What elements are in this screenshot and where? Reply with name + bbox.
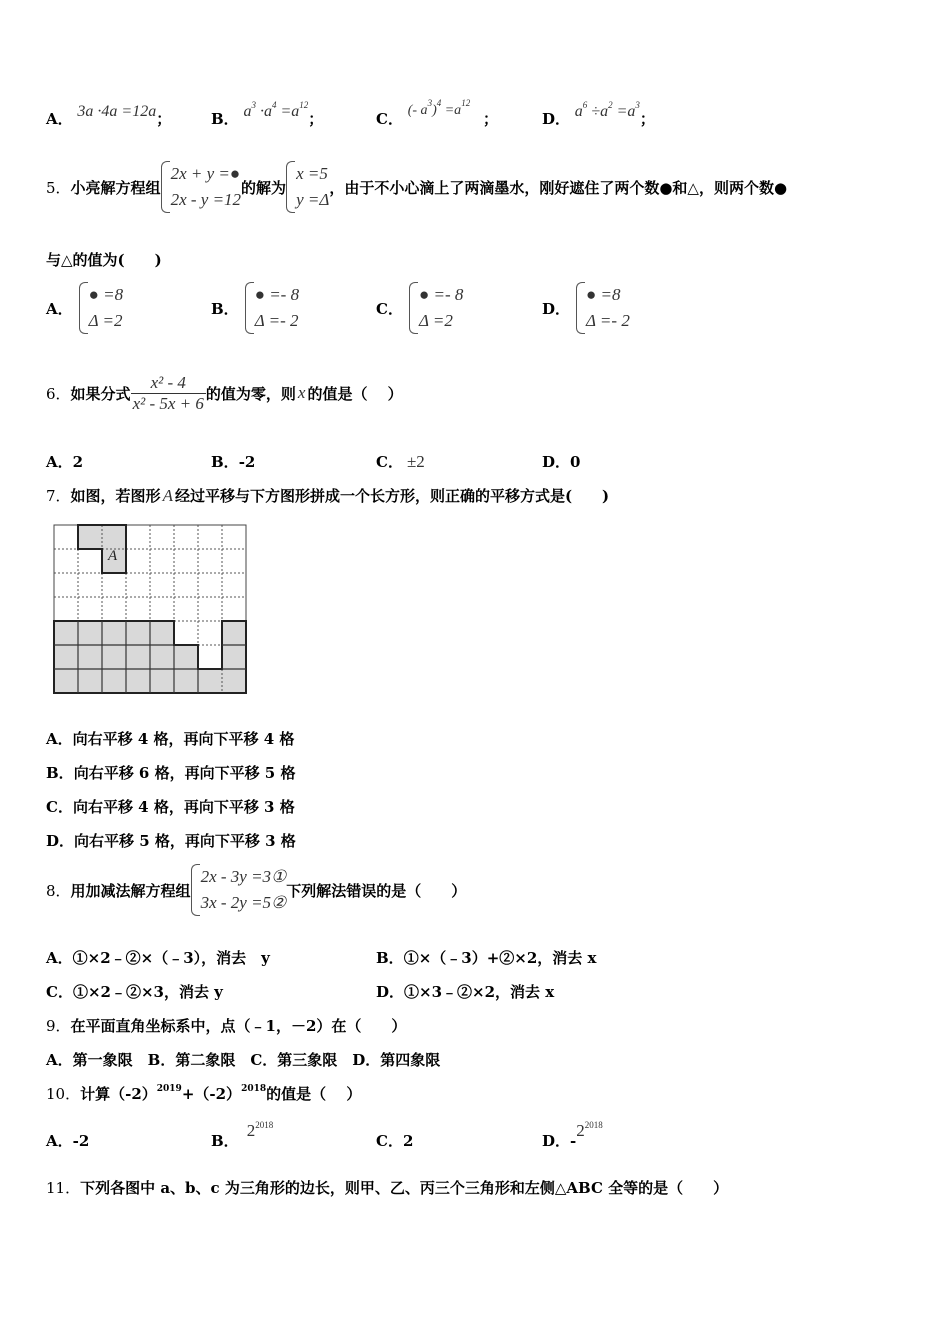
option-label: A． xyxy=(46,110,73,128)
q9-options[interactable]: A．第一象限 B．第二象限 C．第三象限 D．第四象限 xyxy=(46,1051,441,1069)
q8-option-c[interactable]: C．①×2﹣②×3，消去 y xyxy=(46,983,223,1001)
option-system xyxy=(245,282,299,334)
exponent: 2019 xyxy=(156,1084,182,1094)
question-9 xyxy=(46,1015,406,1036)
equation-row: ● =- 8 xyxy=(254,285,300,304)
q10-option-c[interactable]: C．2 xyxy=(376,1132,414,1150)
fraction-denominator: x² - 5x + 6 xyxy=(132,393,204,413)
q8-option-b[interactable]: B．①×（﹣3）+②×2，消去 x xyxy=(376,949,597,967)
equation-row: x =5 xyxy=(296,164,328,183)
question-number: 10． xyxy=(46,1085,81,1103)
q6-option-d[interactable]: D．0 xyxy=(542,453,581,471)
equation-row: 2x + y =● xyxy=(170,164,241,183)
q5-option-b[interactable] xyxy=(211,280,299,336)
question-text: 下列解法错误的是（ ） xyxy=(286,881,467,900)
question-text: 的值为零，则 xyxy=(205,384,296,403)
fraction-numerator: x² - 4 xyxy=(150,372,186,392)
question-text: 与△的值为( ) xyxy=(46,251,162,269)
question-number: 11． xyxy=(46,1179,81,1197)
equation-row: 3x - 2y =5② xyxy=(200,893,287,912)
q5-option-d[interactable] xyxy=(542,280,630,336)
equation-row: ● =8 xyxy=(88,285,124,304)
option-expr: $a^6 \div a^2 =a^3$ xyxy=(574,100,640,120)
q6-option-a[interactable]: A．2 xyxy=(46,453,84,471)
option-expr: 3a ·4a =12a xyxy=(77,103,157,120)
equation-row: ● =8 xyxy=(586,285,621,304)
equation-system xyxy=(161,161,241,213)
equation-system xyxy=(191,864,287,916)
option-label: A． xyxy=(46,299,73,318)
equation-row: Δ =2 xyxy=(418,311,453,330)
equation-row: 2x - 3y =3① xyxy=(200,867,287,886)
exponent: 2018 xyxy=(241,1084,267,1094)
question-text: 如果分式 xyxy=(70,384,131,403)
option-system xyxy=(576,282,630,334)
question-text: ，由于不小心滴上了两滴墨水，刚好遮住了两个数●和△，则两个数● xyxy=(329,178,788,197)
translation-grid-figure xyxy=(52,522,248,694)
q10-option-a[interactable]: A．-2 xyxy=(46,1132,90,1150)
question-number: 8． xyxy=(46,881,71,900)
option-end: ； xyxy=(156,110,172,128)
option-expr: (- $a^3)^4 =a^{12}$ xyxy=(407,98,471,118)
question-5 xyxy=(46,158,787,216)
grid-svg xyxy=(52,522,248,694)
question-6 xyxy=(46,366,403,420)
option-expr: $a^3 \cdot a^4 =a^{12}$ xyxy=(243,100,309,120)
option-system xyxy=(79,282,124,334)
option-label: B． xyxy=(211,110,239,128)
question-number: 7． xyxy=(46,487,71,505)
shape-a-label: A xyxy=(108,548,118,564)
option-label: C． xyxy=(376,110,403,128)
option-end: ； xyxy=(639,110,655,128)
option-label: D． xyxy=(542,110,571,128)
equation-row: 2x - y =12 xyxy=(170,190,242,209)
equation-row: Δ =2 xyxy=(88,311,123,330)
q7-option-d[interactable]: D．向右平移 5 格，再向下平移 3 格 xyxy=(46,832,296,850)
option-system xyxy=(409,282,463,334)
q6-option-c[interactable]: C． ±2 xyxy=(376,452,425,471)
q4-option-c[interactable] xyxy=(376,98,498,129)
question-text: 的值是（ ） xyxy=(307,384,403,403)
option-label: B． xyxy=(211,299,239,318)
option-end: ； xyxy=(308,110,324,128)
equation-row: ● =- 8 xyxy=(418,285,464,304)
variable: x xyxy=(297,383,306,402)
equation-row: Δ =- 2 xyxy=(254,311,299,330)
q8-option-d[interactable]: D．①×3﹣②×2，消去 x xyxy=(376,983,555,1001)
question-text: 下列各图中 a、b、c 为三角形的边长，则甲、乙、丙三个三角形和左侧△ABC 全等的是（ ） xyxy=(80,1179,729,1197)
question-text: 计算（-2） xyxy=(80,1085,157,1103)
question-7 xyxy=(46,485,609,506)
question-text: 如图，若图形 xyxy=(70,487,161,505)
option-end: ； xyxy=(482,110,498,128)
q4-option-a[interactable] xyxy=(46,103,172,129)
solution-system xyxy=(286,161,329,213)
equation-row: Δ =- 2 xyxy=(586,311,630,330)
equation-row: y =Δ xyxy=(296,190,330,209)
question-text: 的值是（ ） xyxy=(266,1085,362,1103)
q4-option-d[interactable] xyxy=(542,100,655,129)
question-10 xyxy=(46,1083,361,1104)
variable: A xyxy=(162,486,173,505)
question-text: 经过平移与下方图形拼成一个长方形，则正确的平移方式是( ) xyxy=(174,487,610,505)
question-number: 5． xyxy=(46,178,71,197)
q7-option-a[interactable]: A．向右平移 4 格，再向下平移 4 格 xyxy=(46,730,295,748)
q6-option-b[interactable]: B．-2 xyxy=(211,453,256,471)
question-number: 9． xyxy=(46,1017,71,1035)
question-text: 在平面直角坐标系中，点（﹣1，－2）在（ ） xyxy=(70,1017,407,1035)
q8-option-a[interactable]: A．①×2﹣②×（﹣3），消去 y xyxy=(46,949,270,967)
q5-option-c[interactable] xyxy=(376,280,463,336)
question-text: 用加减法解方程组 xyxy=(70,881,191,900)
fraction xyxy=(131,373,206,414)
q7-option-c[interactable]: C．向右平移 4 格，再向下平移 3 格 xyxy=(46,798,295,816)
option-label: C． xyxy=(376,299,403,318)
q5-option-a[interactable] xyxy=(46,280,123,336)
q4-option-b[interactable] xyxy=(211,100,324,129)
option-label: D． xyxy=(542,299,571,318)
q10-option-b[interactable]: B．$2^{2018}$ xyxy=(211,1120,274,1150)
q10-option-d[interactable]: D．$-2^{2018}$ xyxy=(542,1120,603,1150)
question-text: +（-2） xyxy=(181,1085,242,1103)
question-text: 小亮解方程组 xyxy=(70,178,161,197)
question-11 xyxy=(46,1177,728,1198)
q7-option-b[interactable]: B．向右平移 6 格，再向下平移 5 格 xyxy=(46,764,296,782)
question-number: 6． xyxy=(46,384,71,403)
question-8 xyxy=(46,862,466,918)
question-text: 的解为 xyxy=(241,178,287,197)
